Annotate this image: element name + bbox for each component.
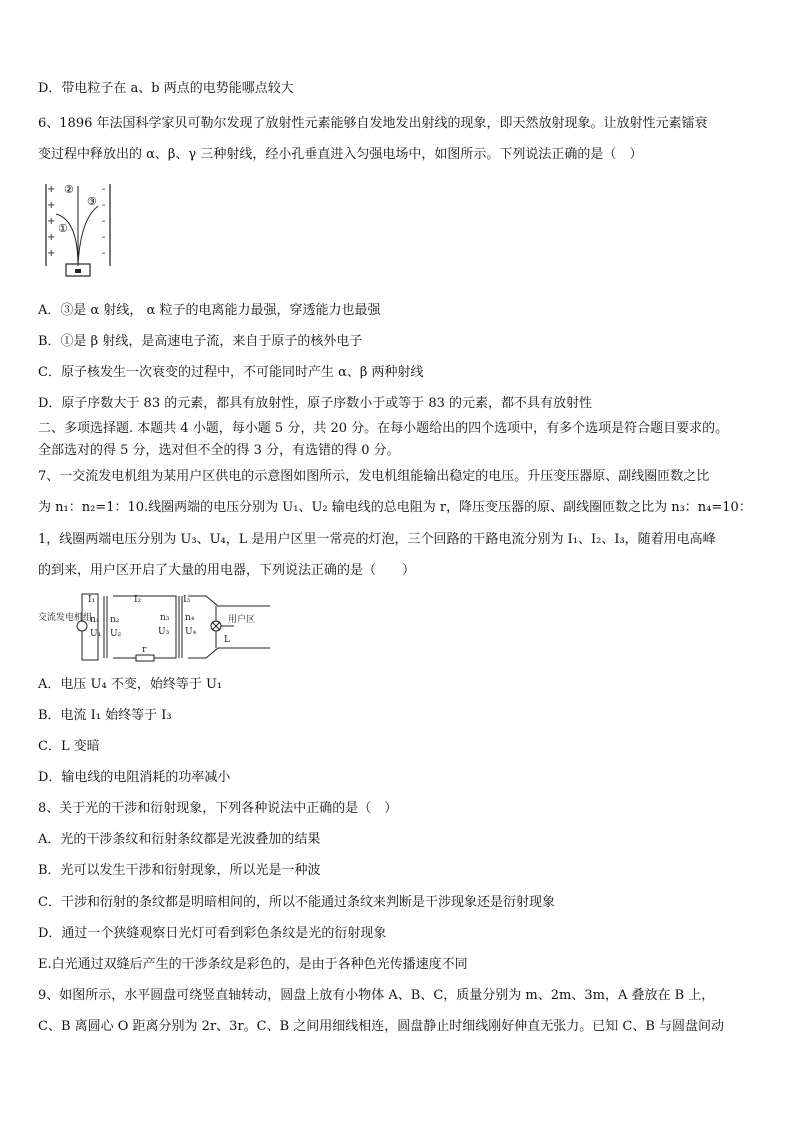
q6-stem-line-1: 6、1896 年法国科学家贝可勒尔发现了放射性元素能够自发地发出射线的现象，即天然放射现象。让放射性元素镭衰 — [38, 116, 708, 131]
svg-text:n₂: n₂ — [110, 615, 120, 625]
q6-option-c: C．原子核发生一次衰变的过程中，不可能同时产生 α、β 两种射线 — [38, 365, 424, 380]
q8-option-e: E.白光通过双缝后产生的干涉条纹是彩色的，是由于各种色光传播速度不同 — [38, 957, 468, 972]
svg-text:-: - — [102, 200, 106, 211]
svg-text:n₃: n₃ — [160, 613, 170, 623]
svg-text:-: - — [102, 216, 106, 227]
q6-option-b: B．①是 β 射线，是高速电子流，来自于原子的核外电子 — [38, 334, 363, 349]
svg-text:-: - — [102, 232, 106, 243]
q7-option-c: C．L 变暗 — [38, 739, 100, 754]
svg-text:n₁: n₁ — [90, 615, 100, 625]
q8-stem: 8、关于光的干涉和衍射现象，下列各种说法中正确的是（ ） — [38, 801, 398, 816]
beam-2-label: ② — [64, 183, 74, 196]
q8-option-c: C．干涉和衍射的条纹都是明暗相间的，所以不能通过条纹来判断是干涉现象还是衍射现象 — [38, 895, 555, 910]
section-2-heading-line-1: 二、多项选择题. 本题共 4 小题，每小题 5 分，共 20 分。在每小题给出的四个选项中，有多个选项是符合题目要求的。 — [38, 421, 729, 436]
svg-text:+: + — [47, 200, 56, 211]
q8-option-a: A．光的干涉条纹和衍射条纹都是光波叠加的结果 — [38, 832, 321, 847]
svg-text:I₁: I₁ — [88, 595, 96, 605]
q7-stem-line-4: 的到来，用户区开启了大量的用电器，下列说法正确的是（ ） — [38, 563, 416, 578]
svg-text:-: - — [102, 248, 106, 259]
q7-option-d: D．输电线的电阻消耗的功率减小 — [38, 770, 231, 785]
q7-option-a: A．电压 U₄ 不变，始终等于 U₁ — [38, 677, 223, 692]
beam-1-label: ① — [58, 222, 68, 235]
q8-option-b: B．光可以发生干涉和衍射现象，所以光是一种波 — [38, 863, 321, 878]
user-area-label: 用户区 — [228, 615, 256, 625]
svg-text:+: + — [47, 248, 56, 259]
generator-label: 交流发电机组 — [38, 613, 93, 623]
svg-text:L: L — [224, 635, 230, 645]
svg-text:+: + — [47, 232, 56, 243]
svg-text:n₄: n₄ — [185, 613, 195, 623]
svg-text:U₂: U₂ — [110, 629, 122, 639]
q5-option-d: D．带电粒子在 a、b 两点的电势能哪点较大 — [38, 81, 294, 96]
power-transmission-figure — [38, 590, 270, 670]
svg-text:-: - — [102, 184, 106, 195]
q7-stem-line-3: 1，线圈两端电压分别为 U₃、U₄，L 是用户区里一常亮的灯泡，三个回路的干路电流分别为 I₁、I₂、I₃，随着用电高峰 — [38, 532, 716, 547]
q9-stem-line-1: 9、如图所示，水平圆盘可绕竖直轴转动，圆盘上放有小物体 A、B、C，质量分别为 m、2m、3m，A 叠放在 B 上， — [38, 988, 715, 1003]
svg-text:+: + — [47, 216, 56, 227]
svg-text:U₄: U₄ — [185, 627, 197, 637]
q6-stem-line-2: 变过程中释放出的 α、β、γ 三种射线，经小孔垂直进入匀强电场中，如图所示。下列说法正确的是（ ） — [38, 147, 643, 162]
q6-option-d: D．原子序数大于 83 的元素，都具有放射性，原子序数小于或等于 83 的元素，都不具有放射性 — [38, 396, 593, 411]
q9-stem-line-2: C、B 离圆心 O 距离分别为 2r、3r。C、B 之间用细线相连，圆盘静止时细线刚好伸直无张力。已知 C、B 与圆盘间动 — [38, 1019, 725, 1034]
section-2-heading-line-2: 全部选对的得 5 分，选对但不全的得 3 分，有选错的得 0 分。 — [38, 443, 400, 458]
q7-stem-line-2: 为 n₁：n₂=1：10.线圈两端的电压分别为 U₁、U₂ 输电线的总电阻为 r，降压变压器的原、副线圈匝数之比为 n₃：n₄=10： — [38, 500, 752, 515]
q7-stem-line-1: 7、一交流发电机组为某用户区供电的示意图如图所示，发电机组能输出稳定的电压。升压变压器原、副线圈匝数之比 — [38, 469, 710, 484]
svg-text:I₃: I₃ — [183, 595, 191, 605]
beam-3-label: ③ — [87, 195, 97, 208]
q7-option-b: B．电流 I₁ 始终等于 I₃ — [38, 708, 172, 723]
svg-text:I₂: I₂ — [134, 595, 142, 605]
svg-text:U₃: U₃ — [158, 627, 170, 637]
svg-text:+: + — [47, 184, 56, 195]
radiation-field-figure — [38, 180, 122, 280]
svg-text:r: r — [142, 645, 147, 655]
q6-option-a: A．③是 α 射线， α 粒子的电离能力最强，穿透能力也最强 — [38, 303, 381, 318]
svg-text:U₁: U₁ — [90, 629, 102, 639]
q8-option-d: D．通过一个狭缝观察日光灯可看到彩色条纹是光的衍射现象 — [38, 926, 387, 941]
